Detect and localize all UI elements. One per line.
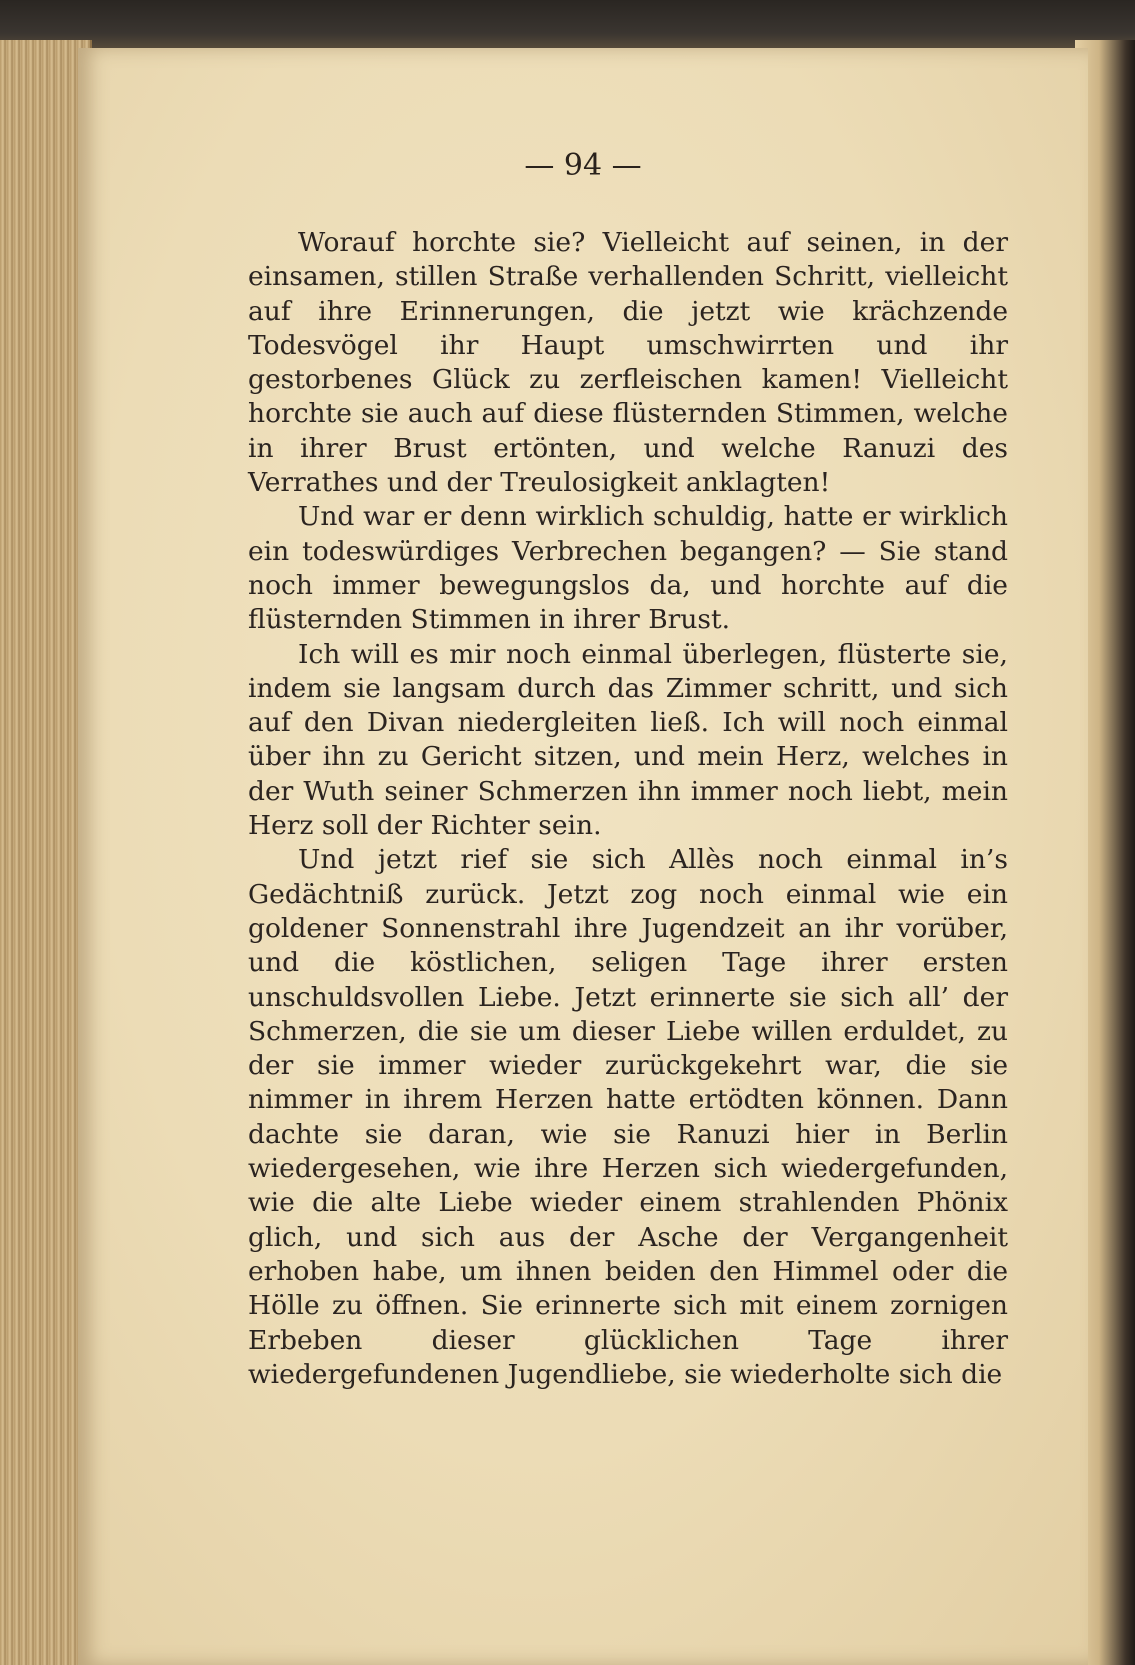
paragraph-2: Und war er denn wirklich schuldig, hatte er wirklich ein todeswürdiges Verbrechen begangen? — Sie stand noch immer bewegungslos da, und horchte auf die flüsternden Stimmen in ihrer Brust. bbox=[248, 501, 1008, 636]
paragraph-3: Ich will es mir noch einmal überlegen, flüsterte sie, indem sie langsam durch das Zimmer schritt, und sich auf den Divan niedergleiten ließ. Ich will noch einmal über ihn zu Gericht sitzen, und mein Herz, welches in der Wuth seiner Schmerzen ihn immer noch liebt, mein Herz soll der Richter sein. bbox=[248, 638, 1008, 842]
book-page bbox=[78, 48, 1088, 1665]
paragraph-1: Worauf horchte sie? Vielleicht auf seinen, in der einsamen, stillen Straße verhallenden Schritt, vielleicht auf ihre Erinnerungen, die jetzt wie krächzende Todesvögel ihr Haupt umschwirrten und ihr gestorbenes Glück zu zerfleischen kamen! Vielleicht horchte sie auch auf diese flüsternden Stimmen, welche in ihrer Brust ertönten, und welche Ranuzi des Verrathes und der Treulosigkeit anklagten! bbox=[248, 227, 1008, 499]
paragraph-4: Und jetzt rief sie sich Allès noch einmal in’s Gedächtniß zurück. Jetzt zog noch einmal wie ein goldener Sonnenstrahl ihre Jugendzeit an ihr vorüber, und die köstlichen, seligen Tage ihrer ersten unschuldsvollen Liebe. Jetzt erinnerte sie sich all’ der Schmerzen, die sie um dieser Liebe willen erduldet, zu der sie immer wieder zurückgekehrt war, die sie nimmer in ihrem Herzen hatte ertödten können. Dann dachte sie daran, wie sie Ranuzi hier in Berlin wiedergesehen, wie ihre Herzen sich wiedergefunden, wie die alte Liebe wieder einem strahlenden Phönix glich, und sich aus der Asche der Vergangenheit erhoben habe, um ihnen beiden den Himmel oder die Hölle zu öffnen. Sie erinnerte sich mit einem zornigen Erbeben dieser glücklichen Tage ihrer wiedergefundenen Jugendliebe, sie wiederholte sich die bbox=[248, 844, 1008, 1390]
page-number: — 94 — bbox=[524, 148, 642, 183]
body-text bbox=[248, 226, 1008, 1392]
